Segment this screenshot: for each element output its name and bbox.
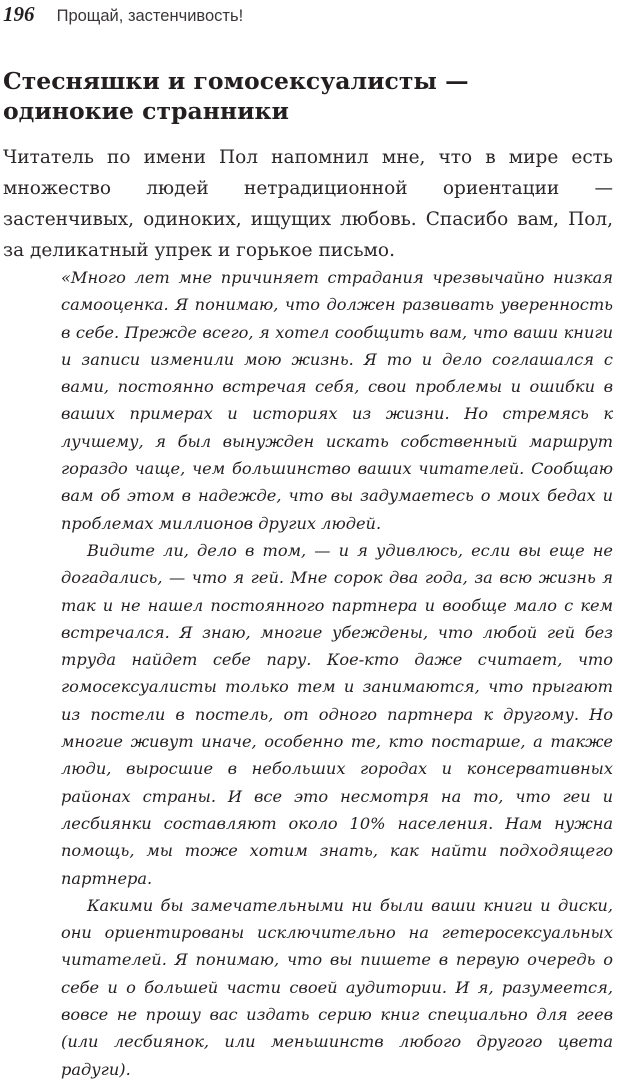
section-title: Стесняшки и гомосексуалисты — одинокие странники (3, 67, 469, 125)
book-title: Прощай, застенчивость! (56, 7, 244, 25)
running-header (3, 2, 243, 27)
page-number: 196 (3, 2, 35, 26)
intro-paragraph: Читатель по имени Пол напомнил мне, что в мире есть множество людей нетрадиционной ориентации — застенчивых, одиноких, ищущих любовь. Спасибо вам, Пол, за деликатный упрек и горькое письмо. (3, 147, 613, 261)
letter-paragraph: Какими бы замечательными ни были ваши книги и диски, они ориентированы исключительно на гетеросексуальных читателей. Я понимаю, что вы пишете в первую очередь о себе и о большей части своей аудитории. И я, разумеется, вовсе не прошу вас издать серию книг специально для геев (или лесбиянок, или меньшинств любого другого цвета радуги). (61, 895, 613, 1079)
letter-paragraph: «Много лет мне причиняет страдания чрезвычайно низкая самооценка. Я понимаю, что должен развивать уверенность в себе. Прежде всего, я хотел сообщить вам, что ваши книги и записи изменили мою жизнь. Я то и дело соглашался с вами, постоянно встречая себя, свои проблемы и ошибки в ваших примерах и историях из жизни. Но стремясь к лучшему, я был вынужден искать собственный маршрут гораздо чаще, чем большинство ваших читателей. Сообщаю вам об этом в надежде, что вы задумаетесь о моих бедах и проблемах миллионов других людей. (61, 268, 613, 533)
letter-paragraph: Видите ли, дело в том, — и я удивлюсь, если вы еще не догадались, — что я гей. Мне сорок два года, за всю жизнь я так и не нашел постоянного партнера и вообще мало с кем встречался. Я знаю, многие убеждены, что любой гей без труда найдет себе пару. Кое-кто даже считает, что гомосексуалисты только тем и занимаются, что прыгают из постели в постель, от одного партнера к другому. Но многие живут иначе, особенно те, кто постарше, а также люди, выросшие в небольших городах и консервативных районах страны. И все это несмотря на то, что геи и лесбиянки составляют около 10% населения. Нам нужна помощь, мы тоже хотим знать, как найти подходящего партнера. (61, 540, 613, 888)
letter-quote (61, 264, 613, 1083)
